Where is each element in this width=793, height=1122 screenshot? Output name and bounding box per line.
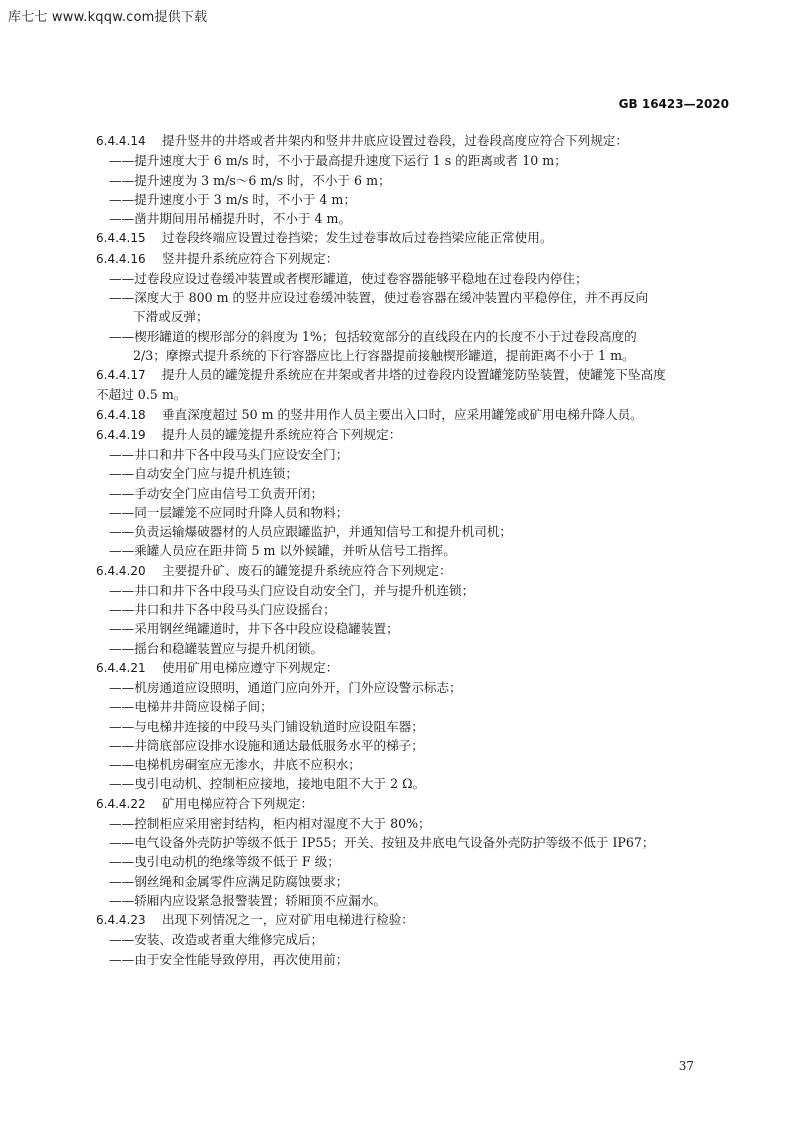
line-text: ——凿井期间用吊桶提升时，不小于 4 m。 <box>109 211 352 226</box>
list-item <box>96 930 706 949</box>
clause-number: 6.4.4.20 <box>96 563 146 578</box>
list-item <box>96 619 706 638</box>
clause-line <box>96 405 706 425</box>
line-text: ——井口和井下各中段马头门应设摇台； <box>109 602 336 617</box>
line-text: ——曳引电动机、控制柜应接地，接地电阻不大于 2 Ω。 <box>109 776 426 792</box>
line-text: 下滑或反弹； <box>133 309 209 325</box>
line-text: 2/3；摩擦式提升系统的下行容器应比上行容器提前接触楔形罐道，提前距离不小于 1 m。 <box>133 347 635 363</box>
clause-number: 6.4.4.21 <box>96 660 146 675</box>
line-text: ——轿厢内应设紧急报警装置；轿厢顶不应漏水。 <box>109 892 387 908</box>
line-text: ——提升速度为 3 m/s～6 m/s 时，不小于 6 m； <box>109 172 391 188</box>
line-text: ——电梯机房硐室应无渗水，井底不应积水； <box>109 757 361 772</box>
list-item <box>96 833 706 852</box>
line-text: 竖井提升系统应符合下列规定： <box>162 250 339 266</box>
list-item <box>96 503 706 522</box>
clause-line <box>96 910 706 930</box>
text-line <box>96 385 706 404</box>
clause-line <box>96 131 706 151</box>
list-item <box>96 755 706 774</box>
list-item <box>96 872 706 891</box>
line-text: ——同一层罐笼不应同时升降人员和物料； <box>109 504 349 520</box>
list-item <box>96 891 706 910</box>
line-text: ——由于安全性能导致停用，再次使用前； <box>109 951 349 967</box>
clause-line <box>96 425 706 445</box>
clause-number: 6.4.4.18 <box>96 407 146 422</box>
list-item <box>96 600 706 619</box>
line-text: 垂直深度超过 50 m 的竖井用作人员主要出入口时，应采用罐笼或矿用电梯升降人员。 <box>162 406 643 422</box>
line-text: ——机房通道应设照明，通道门应向外开，门外应设警示标志； <box>109 680 462 695</box>
line-text: ——井口和井下各中段马头门应设自动安全门，并与提升机连锁； <box>109 582 475 598</box>
clause-number: 6.4.4.15 <box>96 231 146 246</box>
list-item <box>96 484 706 503</box>
line-text: ——控制柜应采用密封结构，柜内相对湿度不大于 80%； <box>109 815 431 831</box>
clause-number: 6.4.4.17 <box>96 368 146 382</box>
clause-number: 6.4.4.19 <box>96 427 146 442</box>
list-item <box>96 171 706 190</box>
line-text: ——负责运输爆破器材的人员应跟罐监护，并通知信号工和提升机司机； <box>109 524 512 539</box>
text-line <box>96 307 706 326</box>
line-text: 使用矿用电梯应遵守下列规定： <box>162 659 339 675</box>
line-text: ——楔形罐道的楔形部分的斜度为 1%；包括较宽部分的直线段在内的长度不小于过卷段高度的 <box>109 328 637 344</box>
line-text: 出现下列情况之一，应对矿用电梯进行检验： <box>162 912 414 927</box>
line-text: ——电梯井井筒应设梯子间； <box>109 699 273 715</box>
list-item <box>96 541 706 560</box>
list-item <box>96 209 706 228</box>
list-item <box>96 697 706 716</box>
standard-code: GB 16423—2020 <box>618 97 729 111</box>
list-item <box>96 190 706 209</box>
list-item <box>96 950 706 969</box>
clause-number: 6.4.4.16 <box>96 251 146 266</box>
clause-number: 6.4.4.14 <box>96 134 146 148</box>
line-text: 过卷段终端应设置过卷挡梁；发生过卷事故后过卷挡梁应能正常使用。 <box>162 230 553 246</box>
line-text: ——井口和井下各中段马头门应设安全门； <box>109 447 349 462</box>
clause-line <box>96 658 706 678</box>
line-text: ——与电梯井连接的中段马头门铺设轨道时应设阻车器； <box>109 718 424 734</box>
list-item <box>96 151 706 170</box>
clause-number: 6.4.4.23 <box>96 913 146 927</box>
clause-line <box>96 794 706 814</box>
clause-line <box>96 561 706 581</box>
line-text: ——乘罐人员应在距井筒 5 m 以外候罐，并听从信号工指挥。 <box>109 543 456 559</box>
list-item <box>96 581 706 600</box>
page-number: 37 <box>678 1059 694 1073</box>
line-text: 主要提升矿、废石的罐笼提升系统应符合下列规定： <box>162 562 452 578</box>
line-text: ——安装、改造或者重大维修完成后； <box>109 932 324 948</box>
line-text: ——自动安全门应与提升机连锁； <box>109 466 298 482</box>
line-text: 提升竖井的井塔或者井架内和竖井井底应设置过卷段，过卷段高度应符合下列规定： <box>162 133 628 148</box>
clause-line <box>96 228 706 248</box>
list-item <box>96 639 706 658</box>
line-text: ——电气设备外壳防护等级不低于 IP55；开关、按钮及井底电气设备外壳防护等级不低于 IP67； <box>109 835 655 850</box>
clause-line <box>96 249 706 269</box>
list-item <box>96 288 706 307</box>
line-text: ——采用钢丝绳罐道时，井下各中段应设稳罐装置； <box>109 621 399 637</box>
text-line <box>96 346 706 365</box>
line-text: ——摇台和稳罐装置应与提升机闭锁。 <box>109 640 324 656</box>
line-text: ——深度大于 800 m 的竖井应设过卷缓冲装置，使过卷容器在缓冲装置内平稳停住，并不再反向 <box>109 290 649 305</box>
list-item <box>96 327 706 346</box>
list-item <box>96 736 706 755</box>
line-text: ——手动安全门应由信号工负责开闭； <box>109 485 324 501</box>
clause-number: 6.4.4.22 <box>96 796 146 811</box>
list-item <box>96 774 706 793</box>
line-text: 矿用电梯应符合下列规定： <box>162 795 314 811</box>
list-item <box>96 678 706 697</box>
line-text: ——提升速度小于 3 m/s 时，不小于 4 m； <box>109 191 356 207</box>
list-item <box>96 464 706 483</box>
list-item <box>96 445 706 464</box>
site-watermark: 库七七 www.kqqw.com提供下载 <box>8 10 208 25</box>
line-text: ——钢丝绳和金属零件应满足防腐蚀要求； <box>109 873 349 889</box>
list-item <box>96 522 706 541</box>
line-text: ——井筒底部应设排水设施和通达最低服务水平的梯子； <box>109 737 424 753</box>
list-item <box>96 717 706 736</box>
list-item <box>96 269 706 288</box>
line-text: 不超过 0.5 m。 <box>96 387 187 403</box>
line-text: ——曳引电动机的绝缘等级不低于 F 级； <box>109 854 340 870</box>
document-body <box>96 131 706 969</box>
list-item <box>96 852 706 871</box>
line-text: ——提升速度大于 6 m/s 时，不小于最高提升速度下运行 1 s 的距离或者 10 m； <box>109 153 567 169</box>
list-item <box>96 814 706 833</box>
line-text: 提升人员的罐笼提升系统应在井架或者井塔的过卷段内设置罐笼防坠装置，使罐笼下坠高度 <box>162 367 666 382</box>
line-text: 提升人员的罐笼提升系统应符合下列规定： <box>162 426 402 442</box>
line-text: ——过卷段应设过卷缓冲装置或者楔形罐道，使过卷容器能够平稳地在过卷段内停住； <box>109 270 588 286</box>
clause-line <box>96 365 706 385</box>
